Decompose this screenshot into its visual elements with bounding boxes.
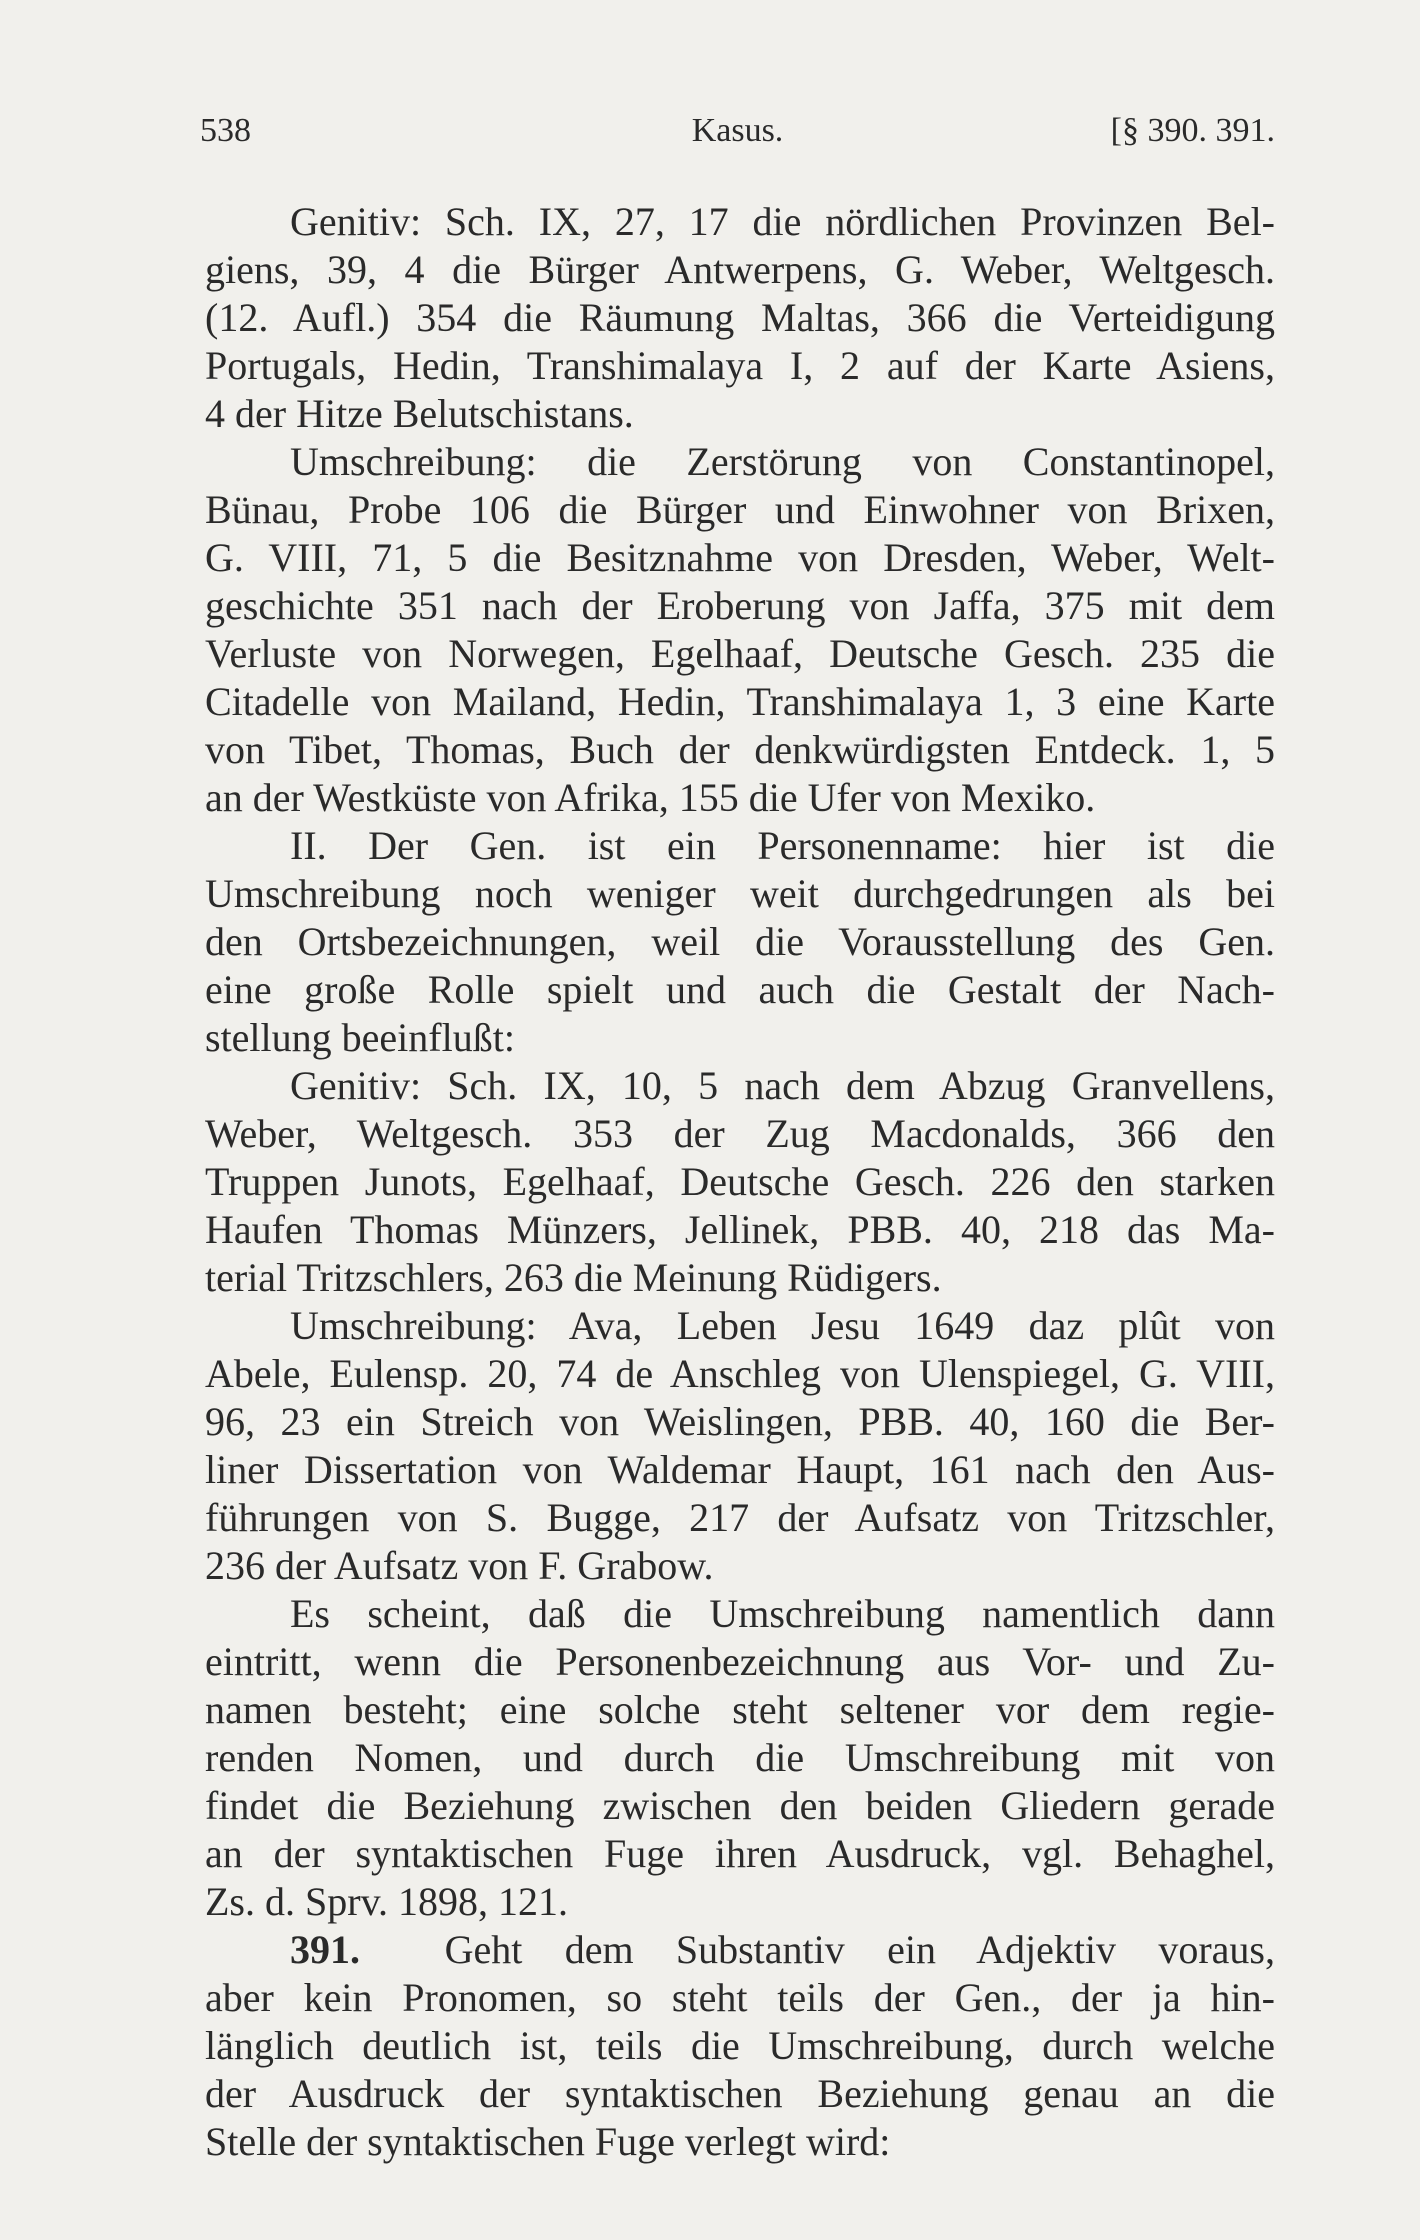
text-line: renden Nomen, und durch die Umschreibung mit von <box>205 1735 1275 1780</box>
text-line: geschichte 351 nach der Eroberung von Jaffa, 375 mit dem <box>205 583 1275 628</box>
text-line: 96, 23 ein Streich von Weislingen, PBB. 40, 160 die Ber- <box>205 1399 1275 1444</box>
text-line: G. VIII, 71, 5 die Besitznahme von Dresden, Weber, Welt- <box>205 535 1275 580</box>
text-line: Stelle der syntaktischen Fuge verlegt wird: <box>205 2119 891 2164</box>
text-line: Es scheint, daß die Umschreibung namentlich dann <box>290 1591 1275 1636</box>
running-title: Kasus. <box>691 112 784 149</box>
page-number: 538 <box>200 112 251 149</box>
body-text <box>205 198 1275 2166</box>
text-line: an der Westküste von Afrika, 155 die Ufer von Mexiko. <box>205 775 1096 820</box>
text-line: Genitiv: Sch. IX, 10, 5 nach dem Abzug Granvellens, <box>290 1063 1275 1108</box>
text-line: namen besteht; eine solche steht seltener vor dem regie- <box>205 1687 1275 1732</box>
text-line: (12. Aufl.) 354 die Räumung Maltas, 366 die Verteidigung <box>205 295 1275 340</box>
text-line: Abele, Eulensp. 20, 74 de Anschleg von Ulenspiegel, G. VIII, <box>205 1351 1275 1396</box>
text-line: Genitiv: Sch. IX, 27, 17 die nördlichen Provinzen Bel- <box>290 199 1275 244</box>
text-line: der Ausdruck der syntaktischen Beziehung genau an die <box>205 2071 1275 2116</box>
text-line: findet die Beziehung zwischen den beiden Gliedern gerade <box>205 1783 1275 1828</box>
text-line: führungen von S. Bugge, 217 der Aufsatz von Tritzschler, <box>205 1495 1275 1540</box>
text-line: 236 der Aufsatz von F. Grabow. <box>205 1543 714 1588</box>
text-line: liner Dissertation von Waldemar Haupt, 161 nach den Aus- <box>205 1447 1275 1492</box>
text-line: Weber, Weltgesch. 353 der Zug Macdonalds, 366 den <box>205 1111 1275 1156</box>
text-line: 4 der Hitze Belutschistans. <box>205 391 634 436</box>
text-line: II. Der Gen. ist ein Personenname: hier ist die <box>290 823 1275 868</box>
text-line: von Tibet, Thomas, Buch der denkwürdigsten Entdeck. 1, 5 <box>205 727 1275 772</box>
text-segment: Geht dem Substantiv ein Adjektiv voraus, <box>444 1927 1275 1972</box>
text-line: Zs. d. Sprv. 1898, 121. <box>205 1879 568 1924</box>
section-391-line <box>205 1926 1275 1974</box>
section-reference: [§ 390. 391. <box>1110 112 1275 149</box>
text-line: Truppen Junots, Egelhaaf, Deutsche Gesch. 226 den starken <box>205 1159 1275 1204</box>
text-line: länglich deutlich ist, teils die Umschreibung, durch welche <box>205 2023 1275 2068</box>
text-line: den Ortsbezeichnungen, weil die Vorausstellung des Gen. <box>205 919 1275 964</box>
section-number: 391. <box>290 1927 360 1972</box>
text-line: Umschreibung: die Zerstörung von Constantinopel, <box>290 439 1275 484</box>
page-header <box>200 112 1275 162</box>
text-line: terial Tritzschlers, 263 die Meinung Rüdigers. <box>205 1255 942 1300</box>
text-line: Citadelle von Mailand, Hedin, Transhimalaya 1, 3 eine Karte <box>205 679 1275 724</box>
text-line: eine große Rolle spielt und auch die Gestalt der Nach- <box>205 967 1275 1012</box>
text-line: Verluste von Norwegen, Egelhaaf, Deutsche Gesch. 235 die <box>205 631 1275 676</box>
text-line: an der syntaktischen Fuge ihren Ausdruck, vgl. Behaghel, <box>205 1831 1275 1876</box>
text-line: Umschreibung: Ava, Leben Jesu 1649 daz plût von <box>290 1303 1275 1348</box>
text-line: aber kein Pronomen, so steht teils der Gen., der ja hin- <box>205 1975 1275 2020</box>
text-line: Umschreibung noch weniger weit durchgedrungen als bei <box>205 871 1275 916</box>
text-line: stellung beeinflußt: <box>205 1015 515 1060</box>
text-line: eintritt, wenn die Personenbezeichnung aus Vor- und Zu- <box>205 1639 1275 1684</box>
text-line: Bünau, Probe 106 die Bürger und Einwohner von Brixen, <box>205 487 1275 532</box>
text-line: giens, 39, 4 die Bürger Antwerpens, G. Weber, Weltgesch. <box>205 247 1275 292</box>
text-line: Portugals, Hedin, Transhimalaya I, 2 auf der Karte Asiens, <box>205 343 1275 388</box>
text-line: Haufen Thomas Münzers, Jellinek, PBB. 40, 218 das Ma- <box>205 1207 1275 1252</box>
